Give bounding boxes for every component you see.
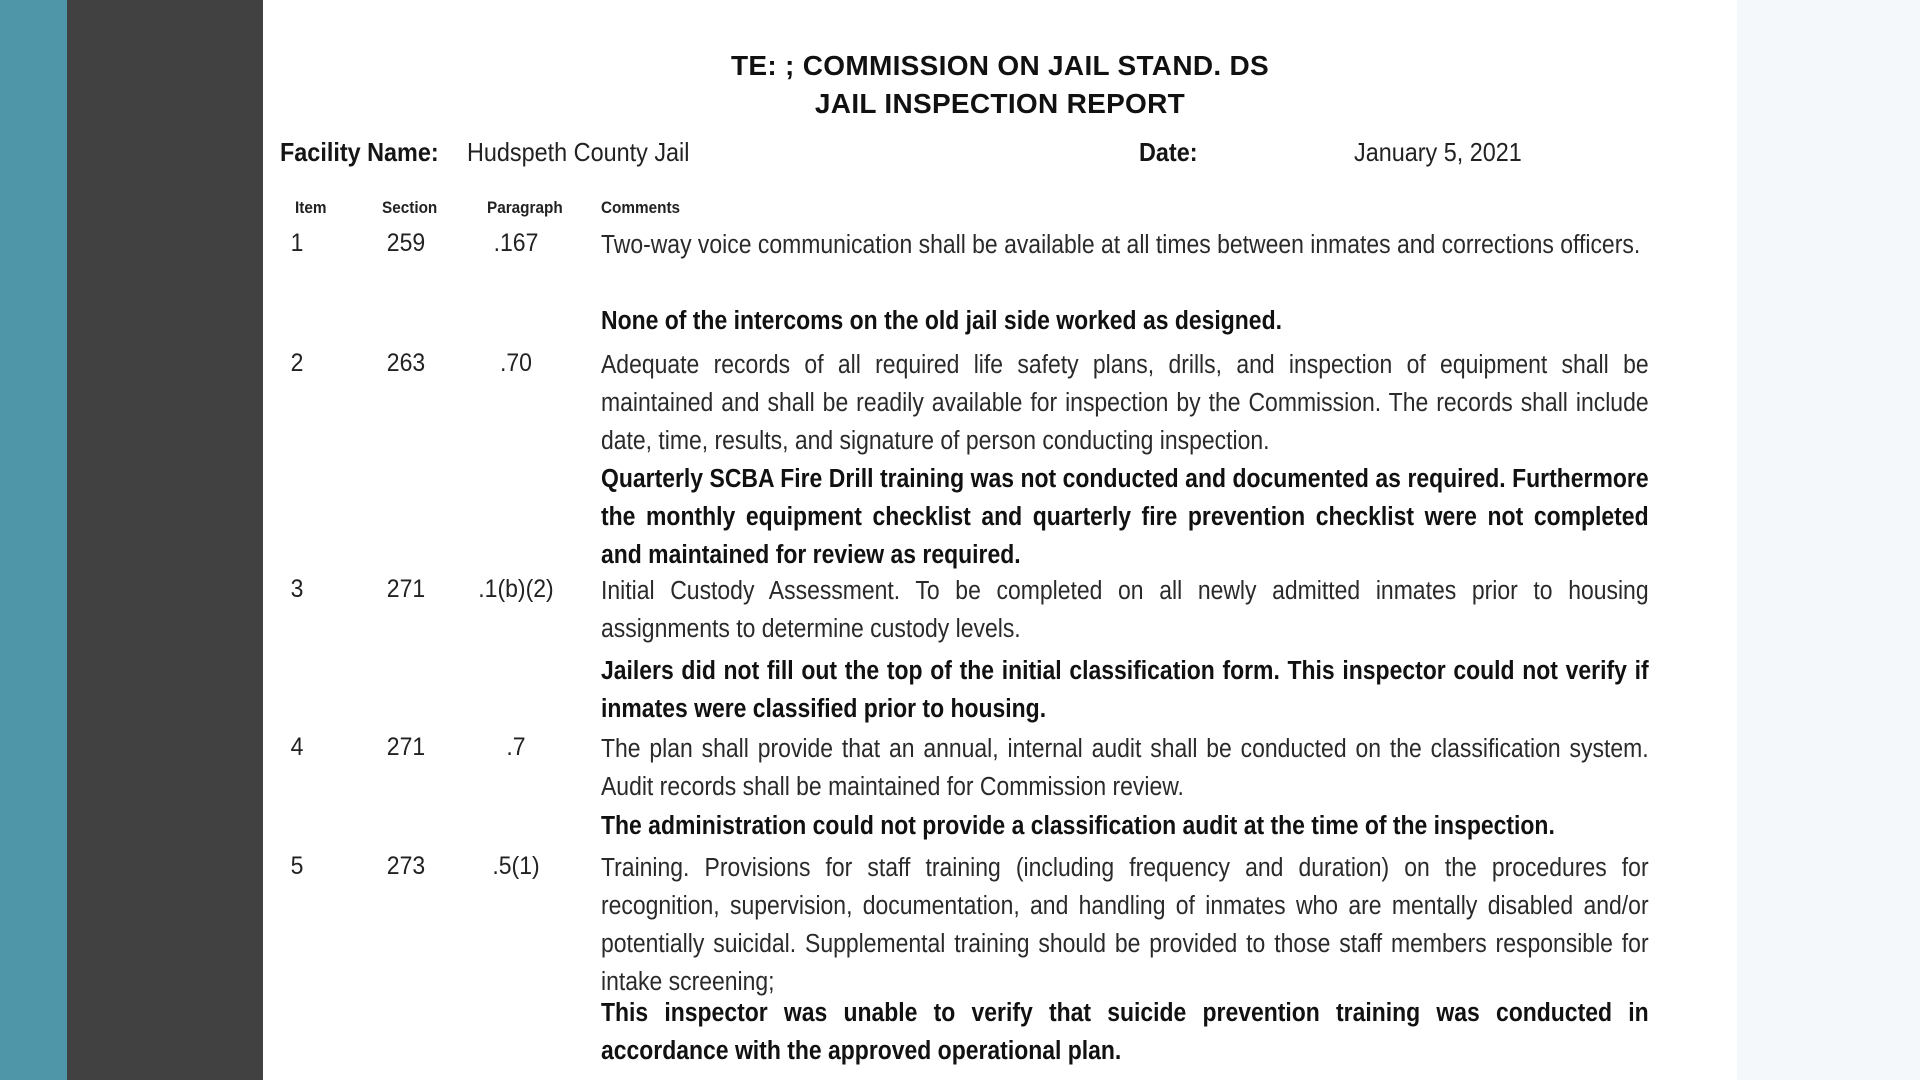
row-item-number: 3 (290, 575, 304, 603)
column-header-paragraph: Paragraph (487, 198, 563, 217)
row-item-number: 4 (290, 733, 304, 761)
row-paragraph: .70 (500, 349, 532, 377)
row-paragraph: .167 (493, 229, 539, 257)
row-section: 259 (386, 229, 426, 257)
left-dark-panel (67, 0, 263, 1080)
row-item-number: 5 (290, 852, 304, 880)
row-finding: The administration could not provide a classification audit at the time of the inspection. (601, 812, 1555, 840)
left-accent-bar (0, 0, 67, 1080)
row-section: 271 (386, 733, 426, 761)
report-title-line-2: JAIL INSPECTION REPORT (814, 88, 1186, 119)
row-paragraph: .1(b)(2) (478, 575, 554, 603)
row-finding: Jailers did not fill out the top of the initial classification form. This inspector could not verify if inmates were classified prior to housing. (601, 657, 1649, 723)
report-title-line-1: TE: ; COMMISSION ON JAIL STAND. DS (730, 50, 1270, 81)
column-header-section: Section (382, 198, 438, 217)
date-label: Date: (1139, 137, 1198, 167)
row-finding: This inspector was unable to verify that suicide prevention training was conducted in accordance with the approved operational plan. (601, 999, 1649, 1065)
row-finding: None of the intercoms on the old jail side worked as designed. (601, 307, 1282, 335)
row-item-number: 1 (290, 229, 304, 257)
date-value: January 5, 2021 (1354, 137, 1522, 167)
row-paragraph: .7 (506, 733, 526, 761)
facility-name-value: Hudspeth County Jail (467, 137, 690, 167)
row-section: 273 (386, 852, 426, 880)
row-comment: Training. Provisions for staff training (including frequency and duration) on the procedures for recognition, supervision, documentation, and handling of inmates who are mentally disabled and/or potentially suicidal. Supplemental training should be provided to those staff members responsible for intake screening; (601, 854, 1649, 996)
row-comment: Two-way voice communication shall be available at all times between inmates and corrections officers. (601, 231, 1641, 259)
row-item-number: 2 (290, 349, 304, 377)
row-section: 263 (386, 349, 426, 377)
document-page (263, 0, 1737, 1080)
row-comment: Initial Custody Assessment. To be completed on all newly admitted inmates prior to housing assignments to determine custody levels. (601, 577, 1649, 643)
facility-name-label: Facility Name: (280, 137, 439, 167)
row-comment: The plan shall provide that an annual, internal audit shall be conducted on the classification system. Audit records shall be maintained for Commission review. (601, 735, 1649, 801)
row-comment: Adequate records of all required life safety plans, drills, and inspection of equipment shall be maintained and shall be readily available for inspection by the Commission. The records shall include date, time, results, and signature of person conducting inspection. (601, 351, 1649, 455)
row-section: 271 (386, 575, 426, 603)
column-header-comments: Comments (601, 198, 681, 217)
row-paragraph: .5(1) (492, 852, 540, 880)
row-finding: Quarterly SCBA Fire Drill training was not conducted and documented as required. Furthermore the monthly equipment checklist and quarterly fire prevention checklist were not completed and maintained for review as required. (601, 465, 1649, 569)
column-header-item: Item (295, 198, 327, 217)
right-background (1737, 0, 1920, 1080)
